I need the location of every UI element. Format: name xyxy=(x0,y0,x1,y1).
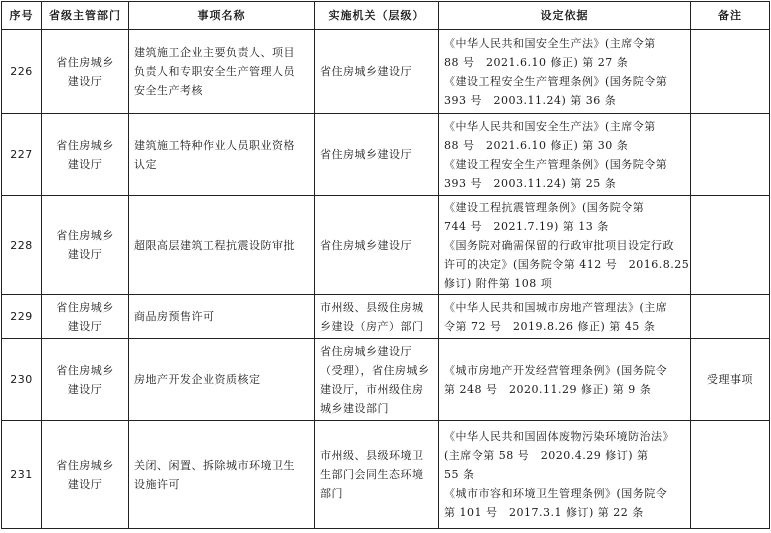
agency-line: 省住房城乡建设厅 xyxy=(320,148,412,161)
basis-cell xyxy=(439,339,691,421)
basis-line: 《城市市容和环境卫生管理条例》(国务院令 xyxy=(444,487,668,500)
agency-line: 部门 xyxy=(320,487,343,500)
name-line: 安全生产考核 xyxy=(134,84,203,97)
dept-line: 省住房城乡 xyxy=(56,55,114,69)
remark-cell xyxy=(691,114,770,196)
dept-line: 建设厅 xyxy=(67,248,103,261)
item-name-cell xyxy=(129,339,315,421)
seq-cell: 231 xyxy=(2,421,42,529)
basis-line: 393 号 2003.11.24) 第 25 条 xyxy=(444,176,617,190)
basis-line: 88 号 2021.6.10 修正) 第 30 条 xyxy=(444,138,629,152)
agency-cell xyxy=(315,196,439,295)
basis-cell xyxy=(439,196,691,295)
agency-cell xyxy=(315,339,439,421)
dept-line: 建设厅 xyxy=(67,157,103,171)
name-line: 建筑施工企业主要负责人、项目 xyxy=(134,46,295,59)
basis-cell xyxy=(439,295,691,339)
remark-cell: 受理事项 xyxy=(691,339,770,421)
header-remark: 备注 xyxy=(691,2,770,30)
basis-line: 《建设工程安全生产管理条例》(国务院令第 xyxy=(444,157,668,171)
remark-cell xyxy=(691,196,770,295)
agency-line: 市州级、县级环境卫 xyxy=(320,449,424,462)
agency-line: （受理），省住房城乡 xyxy=(320,363,430,377)
seq-cell: 228 xyxy=(2,196,42,295)
remark-cell xyxy=(691,30,770,114)
dept-line: 省住房城乡 xyxy=(56,138,114,152)
name-line: 商品房预售许可 xyxy=(134,310,215,323)
name-line: 负责人和专职安全生产管理人员 xyxy=(134,65,295,78)
basis-cell xyxy=(439,114,691,196)
basis-line: 许可的决定》(国务院令第 412 号 2016.8.25 xyxy=(444,257,690,271)
table-header-row xyxy=(2,2,770,30)
name-line: 建筑施工特种作业人员职业资格 xyxy=(134,138,295,152)
basis-cell xyxy=(439,30,691,114)
dept-line: 建设厅 xyxy=(67,382,103,396)
basis-line: 第 248 号 2020.11.29 修正) 第 9 条 xyxy=(444,382,652,396)
basis-line: 《中华人民共和国安全生产法》(主席令第 xyxy=(444,119,656,133)
dept-line: 建设厅 xyxy=(67,319,103,333)
dept-cell xyxy=(42,339,129,421)
agency-line: 省住房城乡建设厅 xyxy=(320,238,412,252)
basis-line: 《国务院对确需保留的行政审批项目设定行政 xyxy=(444,238,674,252)
seq-cell: 229 xyxy=(2,295,42,339)
approval-items-table xyxy=(1,1,770,529)
table-row xyxy=(2,295,770,339)
agency-line: 省住房城乡建设厅 xyxy=(320,65,412,78)
agency-cell xyxy=(315,421,439,529)
header-seq: 序号 xyxy=(2,2,42,30)
header-agency: 实施机关（层级） xyxy=(315,2,439,30)
table-row xyxy=(2,339,770,421)
name-line: 关闭、闲置、拆除城市环境卫生 xyxy=(134,458,295,472)
table-row xyxy=(2,421,770,529)
name-line: 认定 xyxy=(134,157,157,171)
agency-line: 省住房城乡建设厅 xyxy=(320,344,412,358)
basis-line: 744 号 2021.7.19) 第 13 条 xyxy=(444,219,609,233)
basis-line: 令第 72 号 2019.8.26 修正) 第 45 条 xyxy=(444,319,656,333)
basis-line: 《建设工程抗震管理条例》(国务院令第 xyxy=(444,200,645,214)
agency-line: 市州级、县级住房城 xyxy=(320,300,424,314)
name-line: 设施许可 xyxy=(134,477,180,491)
agency-cell xyxy=(315,114,439,196)
dept-line: 建设厅 xyxy=(67,74,103,88)
item-name-cell xyxy=(129,30,315,114)
dept-cell xyxy=(42,295,129,339)
agency-line: 生部门会同生态环境 xyxy=(320,468,424,481)
table-row xyxy=(2,196,770,295)
dept-line: 省住房城乡 xyxy=(56,300,114,314)
item-name-cell xyxy=(129,295,315,339)
agency-cell xyxy=(315,30,439,114)
header-basis: 设定依据 xyxy=(439,2,691,30)
basis-line: 《建设工程安全生产管理条例》(国务院令第 xyxy=(444,74,668,88)
item-name-cell xyxy=(129,421,315,529)
dept-line: 省住房城乡 xyxy=(56,229,114,242)
item-name-cell xyxy=(129,196,315,295)
dept-line: 建设厅 xyxy=(67,477,103,491)
remark-cell xyxy=(691,295,770,339)
basis-line: (主席令第 58 号 2020.4.29 修订) 第 xyxy=(444,449,649,462)
dept-line: 省住房城乡 xyxy=(56,363,114,377)
basis-cell xyxy=(439,421,691,529)
basis-line: 《中华人民共和国安全生产法》(主席令第 xyxy=(444,36,656,50)
agency-cell xyxy=(315,295,439,339)
table-row xyxy=(2,30,770,114)
seq-cell: 230 xyxy=(2,339,42,421)
basis-line: 88 号 2021.6.10 修正) 第 27 条 xyxy=(444,55,629,69)
dept-cell xyxy=(42,421,129,529)
name-line: 房地产开发企业资质核定 xyxy=(134,373,261,386)
header-name: 事项名称 xyxy=(129,2,315,30)
basis-line: 修订) 附件第 108 项 xyxy=(444,276,553,290)
header-dept: 省级主管部门 xyxy=(42,2,129,30)
agency-line: 乡建设（房产）部门 xyxy=(320,319,424,333)
basis-line: 393 号 2003.11.24) 第 36 条 xyxy=(444,93,617,107)
table-row xyxy=(2,114,770,196)
dept-cell xyxy=(42,196,129,295)
basis-line: 《中华人民共和国城市房地产管理法》(主席 xyxy=(444,300,668,314)
basis-line: 55 条 xyxy=(444,468,475,481)
agency-line: 建设厅，市州级住房 xyxy=(320,382,424,396)
dept-cell xyxy=(42,30,129,114)
name-line: 超限高层建筑工程抗震设防审批 xyxy=(134,238,295,252)
remark-cell xyxy=(691,421,770,529)
basis-line: 第 101 号 2017.3.1 修订) 第 22 条 xyxy=(444,506,644,519)
agency-line: 城乡建设部门 xyxy=(320,401,389,415)
basis-line: 《中华人民共和国固体废物污染环境防治法》 xyxy=(444,430,674,443)
basis-line: 《城市房地产开发经营管理条例》(国务院令 xyxy=(444,363,668,377)
dept-line: 省住房城乡 xyxy=(56,458,114,472)
item-name-cell xyxy=(129,114,315,196)
seq-cell: 227 xyxy=(2,114,42,196)
seq-cell: 226 xyxy=(2,30,42,114)
dept-cell xyxy=(42,114,129,196)
